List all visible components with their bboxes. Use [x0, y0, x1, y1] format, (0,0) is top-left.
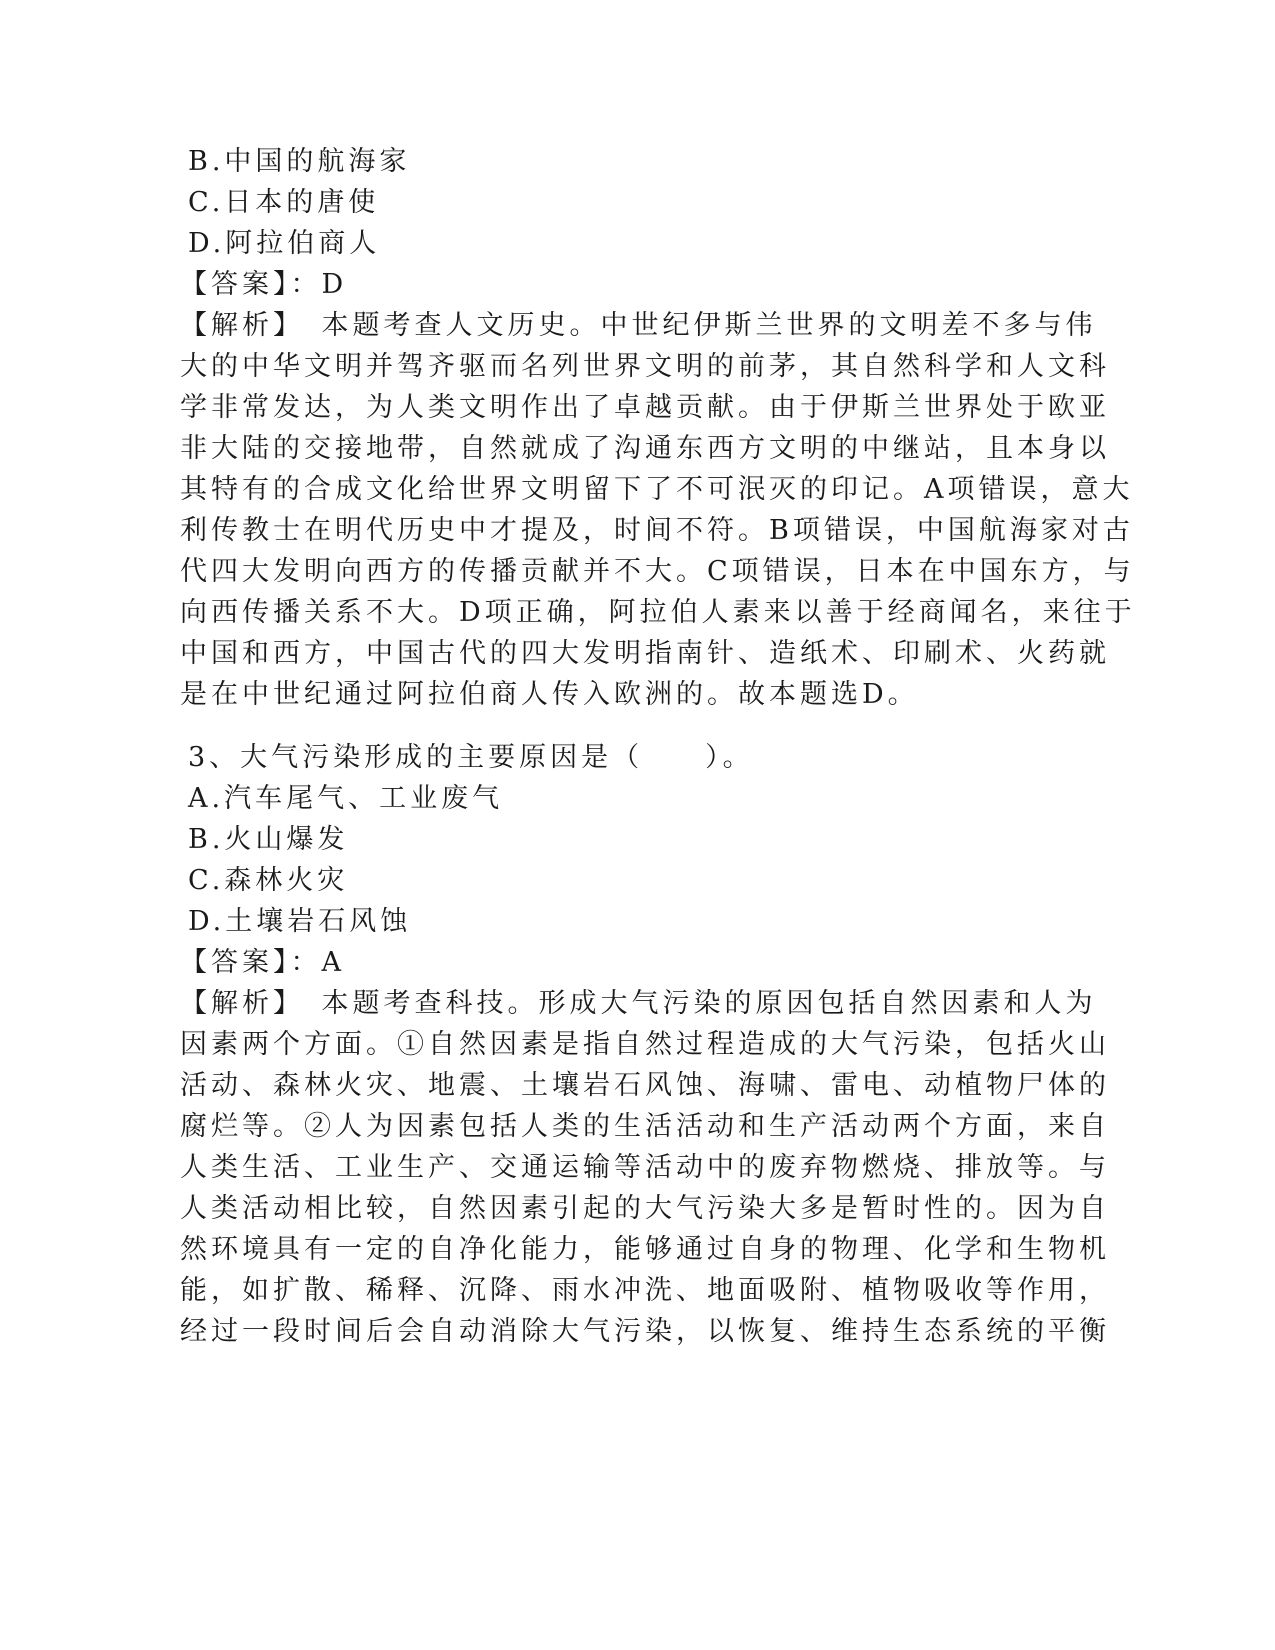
- q3-option-c: C.森林火灾: [188, 865, 349, 896]
- q3-analysis-line: 经过一段时间后会自动消除大气污染，以恢复、维持生态系统的平衡: [180, 1316, 1110, 1347]
- q2-analysis-line: 非大陆的交接地带，自然就成了沟通东西方文明的中继站，且本身以: [180, 433, 1110, 464]
- q3-analysis-line: 腐烂等。②人为因素包括人类的生活活动和生产活动两个方面，来自: [180, 1111, 1110, 1142]
- q2-analysis-line: 【解析】 本题考查人文历史。中世纪伊斯兰世界的文明差不多与伟: [180, 310, 1097, 341]
- q2-analysis-line: 其特有的合成文化给世界文明留下了不可泯灭的印记。A项错误，意大: [180, 474, 1134, 505]
- q3-analysis-line: 活动、森林火灾、地震、土壤岩石风蚀、海啸、雷电、动植物尸体的: [180, 1070, 1110, 1101]
- q2-option-b: B.中国的航海家: [188, 146, 411, 177]
- q2-analysis-line: 大的中华文明并驾齐驱而名列世界文明的前茅，其自然科学和人文科: [180, 351, 1110, 382]
- q2-analysis-line: 向西传播关系不大。D项正确，阿拉伯人素来以善于经商闻名，来往于: [180, 597, 1136, 628]
- q3-answer: 【答案】：A: [180, 947, 345, 978]
- q2-analysis-line: 代四大发明向西方的传播贡献并不大。C项错误，日本在中国东方，与: [180, 556, 1135, 587]
- q3-analysis-line: 然环境具有一定的自净化能力，能够通过自身的物理、化学和生物机: [180, 1234, 1110, 1265]
- q2-analysis-line: 学非常发达，为人类文明作出了卓越贡献。由于伊斯兰世界处于欧亚: [180, 392, 1110, 423]
- q2-answer: 【答案】：D: [180, 269, 348, 300]
- q3-analysis-line: 人类活动相比较，自然因素引起的大气污染大多是暂时性的。因为自: [180, 1193, 1110, 1224]
- q3-option-b: B.火山爆发: [188, 824, 349, 855]
- q3-option-d: D.土壤岩石风蚀: [188, 906, 412, 937]
- q3-question: 3、大气污染形成的主要原因是（ ）。: [188, 742, 754, 773]
- q2-analysis-line: 利传教士在明代历史中才提及，时间不符。B项错误，中国航海家对古: [180, 515, 1134, 546]
- q2-option-c: C.日本的唐使: [188, 187, 380, 218]
- q2-option-d: D.阿拉伯商人: [188, 228, 381, 259]
- q3-analysis-line: 【解析】 本题考查科技。形成大气污染的原因包括自然因素和人为: [180, 988, 1097, 1019]
- q3-analysis-line: 因素两个方面。①自然因素是指自然过程造成的大气污染，包括火山: [180, 1029, 1110, 1060]
- q3-option-a: A.汽车尾气、工业废气: [188, 783, 504, 814]
- q3-analysis-line: 能，如扩散、稀释、沉降、雨水冲洗、地面吸附、植物吸收等作用，: [180, 1275, 1110, 1306]
- q2-analysis-line: 中国和西方，中国古代的四大发明指南针、造纸术、印刷术、火药就: [180, 638, 1110, 669]
- q2-analysis-line: 是在中世纪通过阿拉伯商人传入欧洲的。故本题选D。: [180, 679, 919, 710]
- q3-analysis-line: 人类生活、工业生产、交通运输等活动中的废弃物燃烧、排放等。与: [180, 1152, 1110, 1183]
